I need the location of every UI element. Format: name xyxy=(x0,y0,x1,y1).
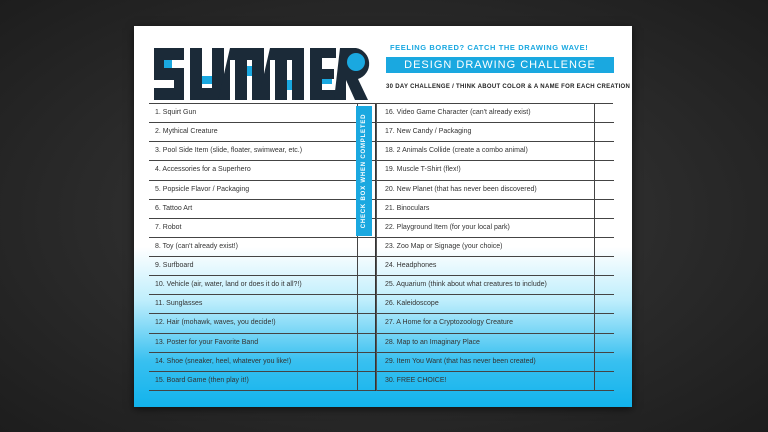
completion-checkbox[interactable] xyxy=(594,161,614,179)
list-item xyxy=(149,238,375,257)
item-label: 7. Robot xyxy=(155,223,182,231)
item-label: 30. FREE CHOICE! xyxy=(385,376,447,384)
item-label: 13. Poster for your Favorite Band xyxy=(155,338,259,346)
item-label: 10. Vehicle (air, water, land or does it do it all?!) xyxy=(155,281,302,289)
completion-checkbox[interactable] xyxy=(357,257,375,275)
list-item xyxy=(149,372,375,391)
completion-checkbox[interactable] xyxy=(357,238,375,256)
challenge-subline: 30 DAY CHALLENGE / THINK ABOUT COLOR & A NAME FOR EACH CREATION xyxy=(386,84,631,90)
item-label: 1. Squirt Gun xyxy=(155,109,197,116)
item-label: 25. Aquarium (think about what creatures to include) xyxy=(385,281,547,289)
list-item xyxy=(377,353,614,372)
item-label: 28. Map to an Imaginary Place xyxy=(385,338,480,346)
item-label: 20. New Planet (that has never been discovered) xyxy=(385,185,537,193)
item-label: 17. New Candy / Packaging xyxy=(385,128,472,136)
list-item xyxy=(149,219,375,238)
right-column xyxy=(376,104,614,391)
logo-text: SUMMER xyxy=(150,111,155,112)
list-item xyxy=(377,314,614,333)
completion-checkbox[interactable] xyxy=(594,123,614,141)
list-item xyxy=(377,142,614,161)
list-item xyxy=(149,104,375,123)
check-box-stamp xyxy=(356,106,372,236)
item-label: 29. Item You Want (that has never been created) xyxy=(385,357,536,365)
item-label: 12. Hair (mohawk, waves, you decide!) xyxy=(155,319,276,327)
list-item xyxy=(149,200,375,219)
list-item xyxy=(149,334,375,353)
list-item xyxy=(377,372,614,391)
list-item xyxy=(377,257,614,276)
item-label: 22. Playground Item (for your local park) xyxy=(385,223,510,231)
completion-checkbox[interactable] xyxy=(594,181,614,199)
item-label: 11. Sunglasses xyxy=(155,300,203,308)
item-label: 2. Mythical Creature xyxy=(155,128,218,136)
item-label: 26. Kaleidoscope xyxy=(385,300,439,308)
list-item xyxy=(377,334,614,353)
list-item xyxy=(149,353,375,372)
completion-checkbox[interactable] xyxy=(357,353,375,371)
completion-checkbox[interactable] xyxy=(594,314,614,332)
challenge-title: DESIGN DRAWING CHALLENGE xyxy=(386,57,614,73)
item-label: 24. Headphones xyxy=(385,262,437,269)
list-item xyxy=(377,219,614,238)
list-item xyxy=(149,181,375,200)
completion-checkbox[interactable] xyxy=(594,295,614,313)
item-label: 5. Popsicle Flavor / Packaging xyxy=(155,185,250,193)
left-column xyxy=(149,104,376,391)
completion-checkbox[interactable] xyxy=(594,276,614,294)
item-label: 16. Video Game Character (can't already exist) xyxy=(385,109,531,116)
challenge-table xyxy=(149,103,613,391)
item-label: 27. A Home for a Cryptozoology Creature xyxy=(385,319,514,327)
list-item xyxy=(377,161,614,180)
item-label: 6. Tattoo Art xyxy=(155,204,193,212)
completion-checkbox[interactable] xyxy=(594,238,614,256)
list-item xyxy=(149,123,375,142)
item-label: 19. Muscle T-Shirt (flex!) xyxy=(385,166,461,174)
completion-checkbox[interactable] xyxy=(357,314,375,332)
item-label: 18. 2 Animals Collide (create a combo animal) xyxy=(385,147,528,155)
completion-checkbox[interactable] xyxy=(357,372,375,390)
list-item xyxy=(149,142,375,161)
list-item xyxy=(149,257,375,276)
challenge-sheet xyxy=(134,26,632,407)
completion-checkbox[interactable] xyxy=(594,104,614,122)
item-label: 3. Pool Side Item (slide, floater, swimwear, etc.) xyxy=(155,147,303,155)
completion-checkbox[interactable] xyxy=(357,334,375,352)
completion-checkbox[interactable] xyxy=(594,219,614,237)
list-item xyxy=(149,295,375,314)
list-item xyxy=(149,314,375,333)
completion-checkbox[interactable] xyxy=(357,295,375,313)
list-item xyxy=(149,276,375,295)
list-item xyxy=(377,104,614,123)
completion-checkbox[interactable] xyxy=(594,142,614,160)
list-item xyxy=(149,161,375,180)
completion-checkbox[interactable] xyxy=(594,372,614,390)
list-item xyxy=(377,200,614,219)
list-item xyxy=(377,181,614,200)
item-label: 15. Board Game (then play it!) xyxy=(155,376,249,384)
list-item xyxy=(377,276,614,295)
completion-checkbox[interactable] xyxy=(594,353,614,371)
list-item xyxy=(377,238,614,257)
completion-checkbox[interactable] xyxy=(594,334,614,352)
completion-checkbox[interactable] xyxy=(594,257,614,275)
tagline: FEELING BORED? CATCH THE DRAWING WAVE! xyxy=(390,43,589,52)
item-label: 4. Accessories for a Superhero xyxy=(155,166,251,174)
completion-checkbox[interactable] xyxy=(357,276,375,294)
summer-logo xyxy=(150,40,380,112)
stamp-text: CHECK BOX WHEN COMPLETED xyxy=(361,113,367,229)
item-label: 9. Surfboard xyxy=(155,262,194,269)
list-item xyxy=(377,295,614,314)
item-label: 14. Shoe (sneaker, heel, whatever you like!) xyxy=(155,357,292,365)
item-label: 8. Toy (can't already exist!) xyxy=(155,242,238,250)
completion-checkbox[interactable] xyxy=(594,200,614,218)
item-label: 23. Zoo Map or Signage (your choice) xyxy=(385,242,503,250)
list-item xyxy=(377,123,614,142)
item-label: 21. Binoculars xyxy=(385,204,430,212)
